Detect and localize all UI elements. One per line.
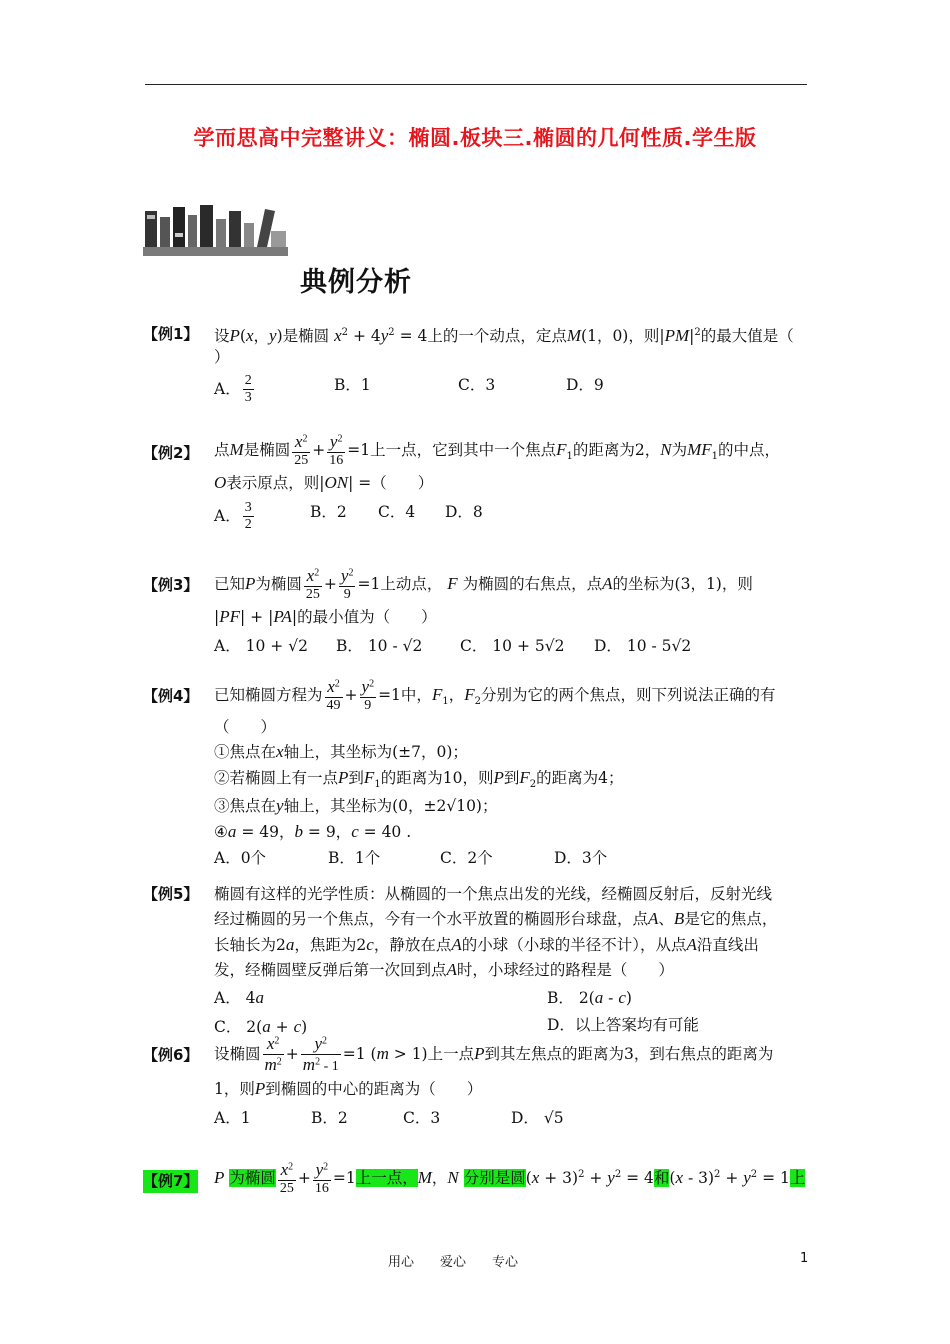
question-stem: 设椭圆 $\frac{x^2}{m^2}$ + $\frac{y^2}{m^2 - 1}$ =1 (m > 1)上一点P到其左焦点的距离为3，到右焦点的距离为: [214, 1034, 774, 1075]
example-tag: 【例3】: [143, 576, 199, 594]
option-c[interactable]: C．3: [403, 1109, 441, 1128]
option-c[interactable]: C．2个: [440, 848, 493, 867]
statement-1: ①焦点在x轴上，其坐标为(±7，0)；: [214, 741, 468, 761]
option-a[interactable]: A． $\frac{3}{2}$: [214, 500, 252, 533]
answer-options: [214, 1106, 815, 1130]
option-d[interactable]: D．8: [445, 503, 483, 522]
question-stem: 已知椭圆方程为 $\frac{x^2}{49}$ + $\frac{y^2}{9}$ =1中，$F_1$，$F_2$分别为它的两个焦点，则下列说法正确的有: [214, 677, 776, 714]
option-d[interactable]: D． 10 - 5√2: [594, 637, 692, 656]
example-5: 【例5】 椭圆有这样的光学性质：从椭圆的一个焦点出发的光线，经椭圆反射后，反射光线 经过椭圆的另一个焦点，今有一个水平放置的椭圆形台球盘，点A、B是它的焦点， 长轴长为2a，焦距为2c，静放在点A的小球（小球的半径不计），从点A沿直线出 发，经椭圆壁反弹后第一次回到点A时，小球经过的路程是（ ） A． 4a B． 2(a - c) C． 2(a + c) D．以上答案均有可能: [143, 883, 815, 1040]
example-6: 【例6】 设椭圆 $\frac{x^2}{m^2}$ + $\frac{y^2}{m^2 - 1}$ =1 (m > 1)上一点P到其左焦点的距离为3，到右焦点的距离为 1，则P到椭圆的中心的距离为（ ） A．1 B．2 C．3 D． √5: [143, 1034, 815, 1130]
option-d[interactable]: D．9: [566, 376, 604, 395]
option-a[interactable]: A． 10 + √2: [214, 637, 308, 656]
answer-options: [214, 985, 815, 1011]
example-3: 【例3】 已知P为椭圆 $\frac{x^2}{25}$ + $\frac{y^2}{9}$ =1上动点， F 为椭圆的右焦点，点A的坐标为(3，1)，则 |PF| + |PA|的最小值为（ ） A． 10 + √2 B． 10 - √2 C． 10 + 5√2 D． 10 - 5√2: [143, 566, 815, 658]
statement-3: ③焦点在y轴上，其坐标为(0，±2√10)；: [214, 795, 498, 815]
option-b[interactable]: B． 2(a - c): [547, 987, 632, 1007]
section-heading: 典例分析: [300, 267, 412, 298]
option-c[interactable]: C． 10 + 5√2: [460, 637, 565, 656]
answer-options: [214, 500, 815, 534]
option-c[interactable]: C．3: [458, 376, 496, 395]
option-d[interactable]: D．3个: [554, 848, 608, 867]
page-number: 1: [800, 1251, 809, 1266]
answer-options: [214, 634, 815, 658]
example-2: 【例2】 点M是椭圆 $\frac{x^2}{25}$ + $\frac{y^2}{16}$ =1上一点，它到其中一个焦点$F_1$的距离为2，N为$MF_1$的中点， O表示原点，则|ON| =（ ） A． $\frac{3}{2}$ B．2 C．4 D．8: [143, 432, 815, 534]
header-rule: [145, 84, 807, 85]
statement-2: ②若椭圆上有一点P到$F_1$的距离为10，则P到$F_2$的距离为4；: [214, 768, 624, 791]
option-b[interactable]: B．1个: [328, 848, 381, 867]
example-7: [143, 1160, 815, 1198]
option-c[interactable]: C．4: [378, 503, 416, 522]
option-c[interactable]: C． 2(a + c): [214, 1017, 308, 1037]
page-title: 学而思高中完整讲义：椭圆.板块三.椭圆的几何性质.学生版: [193, 126, 757, 150]
example-tag: 【例7】: [143, 1170, 198, 1193]
option-b[interactable]: B．2: [311, 1109, 348, 1128]
answer-options: [214, 846, 815, 870]
question-stem: 设P(x，y)是椭圆 $x^2 + 4y^2 = 4$上的一个动点，定点M(1，0)，则$|PM|^2$的最大值是（: [214, 326, 794, 345]
option-d[interactable]: D． √5: [511, 1109, 564, 1128]
question-stem: P 为椭圆 $\frac{x^2}{25}$ + $\frac{y^2}{16}$ =1上一点，M，N 分别是圆$(x + 3)^2 + y^2 = 4$和$(x - 3)^2 + y^2 = 1$上: [214, 1160, 806, 1197]
example-1: 【例1】 设P(x，y)是椭圆 $x^2 + 4y^2 = 4$上的一个动点，定点M(1，0)，则$|PM|^2$的最大值是（ ） A． $\frac{2}{3}$ B．1 C．3 D．9: [143, 323, 815, 407]
footer-slogan: 用心 爱心 专心: [388, 1255, 519, 1270]
option-b[interactable]: B．2: [310, 503, 347, 522]
option-b[interactable]: B．1: [334, 376, 371, 395]
option-a[interactable]: A． $\frac{2}{3}$: [214, 373, 252, 406]
option-a[interactable]: A． 4a: [214, 987, 264, 1007]
option-a[interactable]: A．1: [214, 1109, 251, 1128]
statement-4: ④a = 49，b = 9，c = 40 .: [214, 822, 412, 842]
question-stem: 已知P为椭圆 $\frac{x^2}{25}$ + $\frac{y^2}{9}$ =1上动点， F 为椭圆的右焦点，点A的坐标为(3，1)，则: [214, 566, 753, 603]
option-a[interactable]: A．0个: [214, 848, 267, 867]
example-tag: 【例2】: [143, 444, 199, 462]
example-tag: 【例4】: [143, 687, 199, 705]
option-d[interactable]: D．以上答案均有可能: [547, 1016, 699, 1035]
example-tag: 【例5】: [143, 885, 199, 903]
answer-options: [214, 373, 815, 407]
example-tag: 【例1】: [143, 325, 199, 343]
question-stem: 点M是椭圆 $\frac{x^2}{25}$ + $\frac{y^2}{16}$ =1上一点，它到其中一个焦点$F_1$的距离为2，N为$MF_1$的中点，: [214, 432, 781, 469]
example-tag: 【例6】: [143, 1046, 199, 1064]
option-b[interactable]: B． 10 - √2: [336, 637, 423, 656]
books-icon: [143, 203, 288, 257]
question-stem: 椭圆有这样的光学性质：从椭圆的一个焦点出发的光线，经椭圆反射后，反射光线: [214, 885, 773, 903]
example-4: 【例4】 已知椭圆方程为 $\frac{x^2}{49}$ + $\frac{y^2}{9}$ =1中，$F_1$，$F_2$分别为它的两个焦点，则下列说法正确的有 （ ） ①焦点在x轴上，其坐标为(±7，0)； ②若椭圆上有一点P到$F_1$的距离为10，则P到$F_2$的距离为4； ③焦点在y轴上，其坐标为(0，±2√10)； ④a = 49，b = 9，c = 40 . A．0个 B．1个 C．2个 D．3个: [143, 677, 815, 870]
